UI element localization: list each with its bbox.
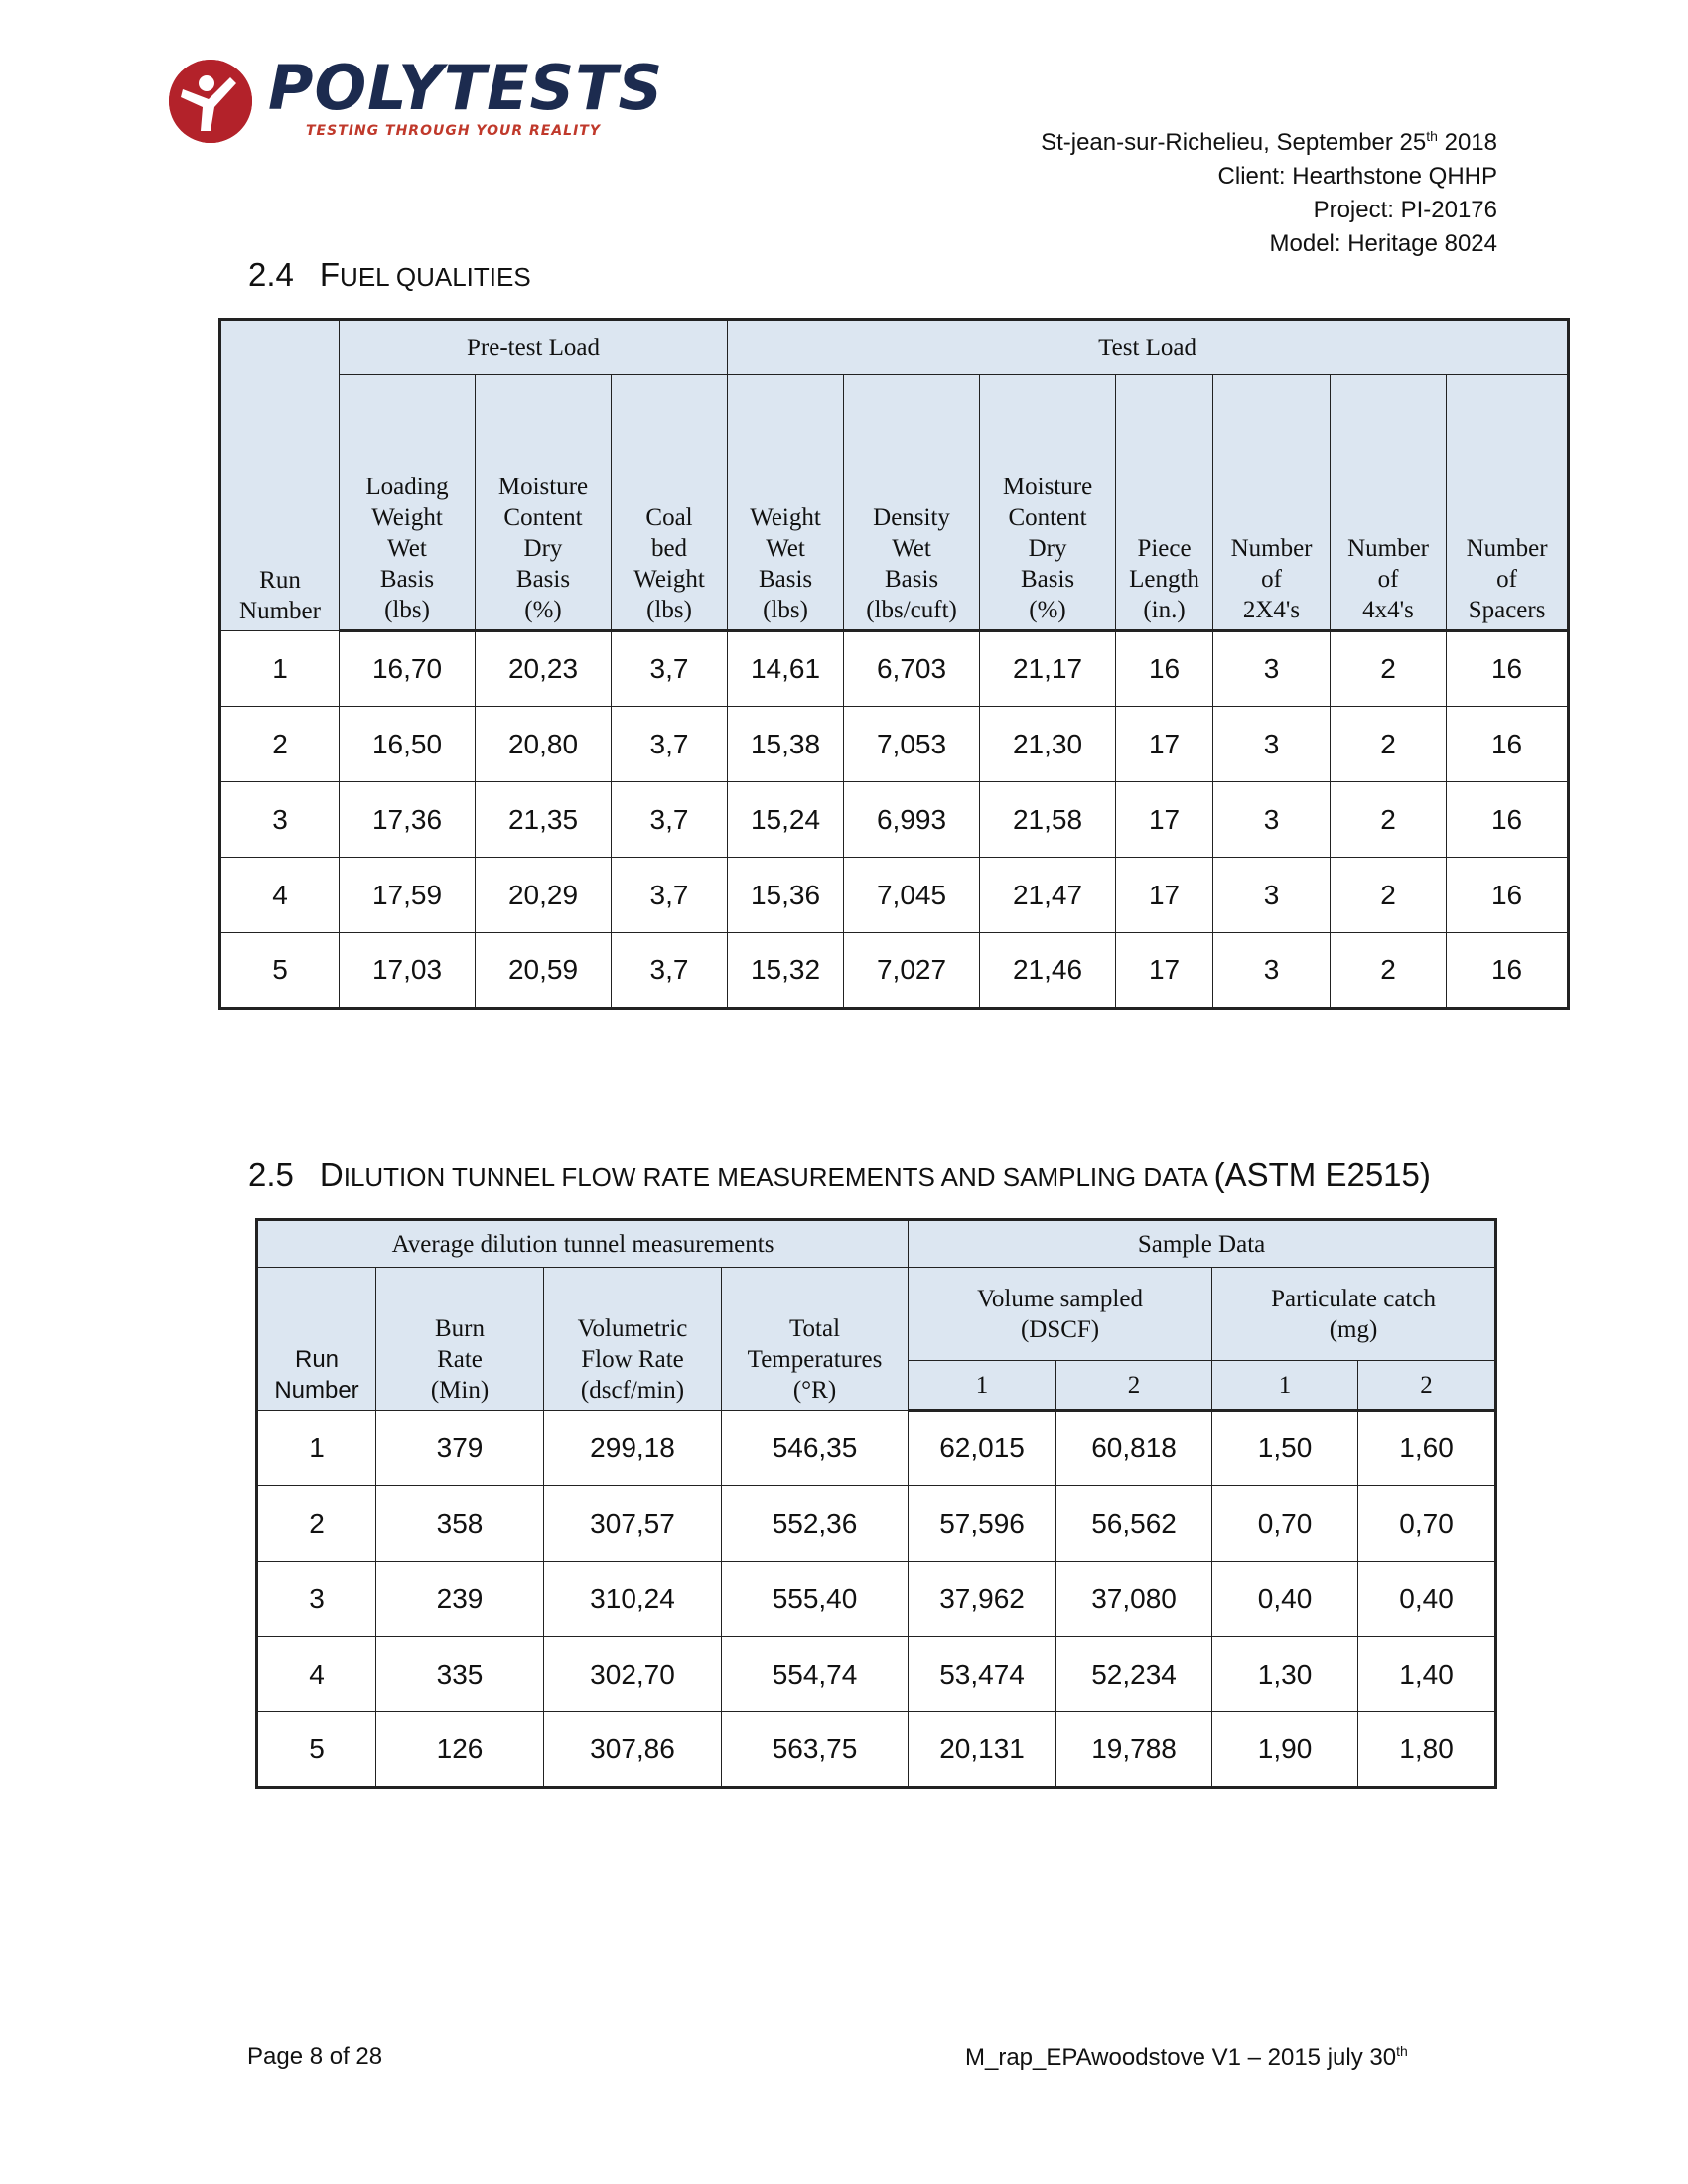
table-cell: 546,35 xyxy=(722,1411,909,1486)
table-cell: 239 xyxy=(376,1562,544,1637)
col-density: Density Wet Basis (lbs/cuft) xyxy=(844,375,980,631)
table-cell: 6,703 xyxy=(844,631,980,707)
table-cell: 21,47 xyxy=(980,858,1116,933)
table-cell: 53,474 xyxy=(909,1637,1056,1712)
col-pretest-moisture: Moisture Content Dry Basis (%) xyxy=(476,375,612,631)
table-cell: 3 xyxy=(1213,933,1331,1009)
page-number: Page 8 of 28 xyxy=(247,2043,383,2070)
table-cell: 299,18 xyxy=(544,1411,722,1486)
sub-particulate-2: 2 xyxy=(1358,1361,1496,1411)
table-cell: 5 xyxy=(220,933,340,1009)
table-cell: 62,015 xyxy=(909,1411,1056,1486)
table-cell: 3,7 xyxy=(612,858,728,933)
table-cell: 17 xyxy=(1116,782,1213,858)
table-cell: 57,596 xyxy=(909,1486,1056,1562)
table-cell: 17 xyxy=(1116,707,1213,782)
table-cell: 0,70 xyxy=(1212,1486,1358,1562)
table-row xyxy=(257,1562,1496,1637)
table-cell: 20,29 xyxy=(476,858,612,933)
table-cell: 21,17 xyxy=(980,631,1116,707)
table-cell: 15,36 xyxy=(728,858,844,933)
table-cell: 16 xyxy=(1447,858,1569,933)
table-cell: 7,027 xyxy=(844,933,980,1009)
table-cell: 16,50 xyxy=(340,707,476,782)
fuel-qualities-table xyxy=(218,318,1570,1010)
table-cell: 1 xyxy=(220,631,340,707)
table-cell: 20,131 xyxy=(909,1712,1056,1788)
sub-volume-1: 1 xyxy=(909,1361,1056,1411)
table-cell: 552,36 xyxy=(722,1486,909,1562)
table-cell: 3 xyxy=(1213,707,1331,782)
table-cell: 19,788 xyxy=(1056,1712,1212,1788)
col-run-number: Run Number xyxy=(220,320,340,631)
table-cell: 3 xyxy=(220,782,340,858)
col-number-spacers: Number of Spacers xyxy=(1447,375,1569,631)
group-sample-data: Sample Data xyxy=(909,1220,1496,1268)
table-row xyxy=(220,707,1569,782)
table-cell: 1,90 xyxy=(1212,1712,1358,1788)
table-cell: 17,59 xyxy=(340,858,476,933)
table-cell: 21,35 xyxy=(476,782,612,858)
table-cell: 37,962 xyxy=(909,1562,1056,1637)
col-test-moisture: Moisture Content Dry Basis (%) xyxy=(980,375,1116,631)
table-cell: 60,818 xyxy=(1056,1411,1212,1486)
table-cell: 1,50 xyxy=(1212,1411,1358,1486)
table-cell: 20,23 xyxy=(476,631,612,707)
col-weight-wet-basis: Weight Wet Basis (lbs) xyxy=(728,375,844,631)
col-loading-weight: Loading Weight Wet Basis (lbs) xyxy=(340,375,476,631)
table-cell: 16 xyxy=(1447,782,1569,858)
document-reference: M_rap_EPAwoodstove V1 – 2015 july 30th xyxy=(965,2043,1408,2071)
table-cell: 20,59 xyxy=(476,933,612,1009)
project-line: Project: PI-20176 xyxy=(1313,197,1497,223)
col-run-number: Run Number xyxy=(257,1268,376,1411)
polytests-logo xyxy=(169,52,664,147)
table-cell: 302,70 xyxy=(544,1637,722,1712)
table-cell: 20,80 xyxy=(476,707,612,782)
table-cell: 17,36 xyxy=(340,782,476,858)
group-test-load: Test Load xyxy=(728,320,1569,375)
table-cell: 3,7 xyxy=(612,933,728,1009)
col-volume-sampled: Volume sampled (DSCF) xyxy=(909,1268,1212,1361)
col-burn-rate: Burn Rate (Min) xyxy=(376,1268,544,1411)
table-cell: 15,24 xyxy=(728,782,844,858)
table-cell: 358 xyxy=(376,1486,544,1562)
report-header-info xyxy=(1041,119,1497,261)
table-cell: 1,30 xyxy=(1212,1637,1358,1712)
col-piece-length: Piece Length (in.) xyxy=(1116,375,1213,631)
table-cell: 3,7 xyxy=(612,707,728,782)
client-line: Client: Hearthstone QHHP xyxy=(1217,163,1497,190)
location-date: St-jean-sur-Richelieu, September 25th 2018 xyxy=(1041,128,1497,156)
table-cell: 21,58 xyxy=(980,782,1116,858)
table-cell: 37,080 xyxy=(1056,1562,1212,1637)
table-cell: 2 xyxy=(1331,782,1447,858)
table-cell: 2 xyxy=(1331,933,1447,1009)
table-cell: 3 xyxy=(257,1562,376,1637)
table-cell: 4 xyxy=(220,858,340,933)
col-volumetric-flow: Volumetric Flow Rate (dscf/min) xyxy=(544,1268,722,1411)
table-cell: 2 xyxy=(1331,858,1447,933)
table-cell: 16 xyxy=(1447,707,1569,782)
table-cell: 16 xyxy=(1447,933,1569,1009)
table-row xyxy=(257,1637,1496,1712)
table-row xyxy=(220,933,1569,1009)
table-cell: 307,57 xyxy=(544,1486,722,1562)
table-cell: 1 xyxy=(257,1411,376,1486)
table-cell: 2 xyxy=(1331,631,1447,707)
table-row xyxy=(257,1486,1496,1562)
col-total-temperatures: Total Temperatures (°R) xyxy=(722,1268,909,1411)
table-cell: 563,75 xyxy=(722,1712,909,1788)
table-row xyxy=(257,1411,1496,1486)
table-cell: 1,80 xyxy=(1358,1712,1496,1788)
table-cell: 56,562 xyxy=(1056,1486,1212,1562)
table-row xyxy=(220,858,1569,933)
table-cell: 126 xyxy=(376,1712,544,1788)
col-particulate-catch: Particulate catch (mg) xyxy=(1212,1268,1496,1361)
table-cell: 2 xyxy=(1331,707,1447,782)
table-cell: 21,30 xyxy=(980,707,1116,782)
group-average-dilution: Average dilution tunnel measurements xyxy=(257,1220,909,1268)
table-cell: 52,234 xyxy=(1056,1637,1212,1712)
table-cell: 3,7 xyxy=(612,631,728,707)
table-cell: 16 xyxy=(1447,631,1569,707)
section-heading-fuel-qualities: 2.4 FUEL QUALITIES xyxy=(248,256,531,293)
table-cell: 7,045 xyxy=(844,858,980,933)
table-cell: 15,38 xyxy=(728,707,844,782)
table-cell: 16,70 xyxy=(340,631,476,707)
section-heading-dilution-tunnel: 2.5 DILUTION TUNNEL FLOW RATE MEASUREMENTS AND SAMPLING DATA (ASTM E2515) xyxy=(248,1157,1431,1193)
table-cell: 4 xyxy=(257,1637,376,1712)
table-cell: 17 xyxy=(1116,858,1213,933)
table-cell: 1,40 xyxy=(1358,1637,1496,1712)
table-cell: 3 xyxy=(1213,858,1331,933)
table-cell: 3 xyxy=(1213,782,1331,858)
table-cell: 3 xyxy=(1213,631,1331,707)
table-cell: 0,70 xyxy=(1358,1486,1496,1562)
table-row xyxy=(220,782,1569,858)
table-cell: 17,03 xyxy=(340,933,476,1009)
col-number-4x4: Number of 4x4's xyxy=(1331,375,1447,631)
table-row xyxy=(257,1712,1496,1788)
table-cell: 310,24 xyxy=(544,1562,722,1637)
model-line: Model: Heritage 8024 xyxy=(1269,230,1497,257)
table-cell: 17 xyxy=(1116,933,1213,1009)
logo-wordmark: POLYTESTS xyxy=(268,52,664,124)
table-cell: 0,40 xyxy=(1212,1562,1358,1637)
table-cell: 0,40 xyxy=(1358,1562,1496,1637)
sub-volume-2: 2 xyxy=(1056,1361,1212,1411)
table-cell: 6,993 xyxy=(844,782,980,858)
table-cell: 307,86 xyxy=(544,1712,722,1788)
table-cell: 2 xyxy=(220,707,340,782)
table-cell: 2 xyxy=(257,1486,376,1562)
table-cell: 16 xyxy=(1116,631,1213,707)
table-cell: 7,053 xyxy=(844,707,980,782)
group-pretest-load: Pre-test Load xyxy=(340,320,728,375)
col-number-2x4: Number of 2X4's xyxy=(1213,375,1331,631)
polytests-logo-icon xyxy=(169,60,252,143)
dilution-tunnel-table xyxy=(255,1218,1497,1789)
table-cell: 554,74 xyxy=(722,1637,909,1712)
table-cell: 21,46 xyxy=(980,933,1116,1009)
logo-tagline: TESTING THROUGH YOUR REALITY xyxy=(306,123,601,139)
table-cell: 555,40 xyxy=(722,1562,909,1637)
table-row xyxy=(220,631,1569,707)
table-cell: 14,61 xyxy=(728,631,844,707)
table-cell: 15,32 xyxy=(728,933,844,1009)
table-cell: 3,7 xyxy=(612,782,728,858)
table-cell: 379 xyxy=(376,1411,544,1486)
table-cell: 1,60 xyxy=(1358,1411,1496,1486)
col-coal-bed-weight: Coal bed Weight (lbs) xyxy=(612,375,728,631)
table-cell: 5 xyxy=(257,1712,376,1788)
table-cell: 335 xyxy=(376,1637,544,1712)
sub-particulate-1: 1 xyxy=(1212,1361,1358,1411)
